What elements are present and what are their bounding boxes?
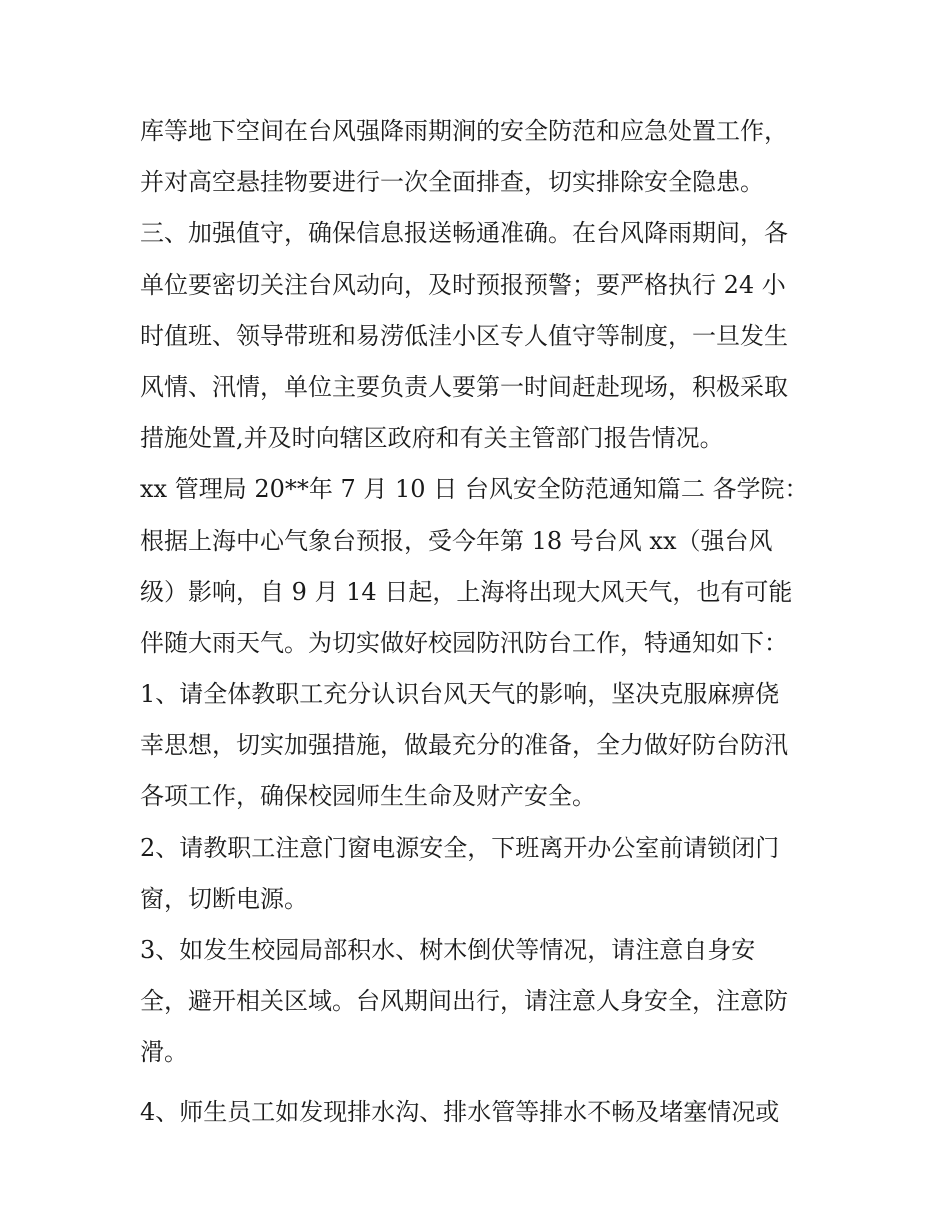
text-line: 措施处置,并及时向辖区政府和有关主管部门报告情况。: [140, 424, 724, 453]
text-line: 单位要密切关注台风动向，及时预报预警；要严格执行 24 小: [140, 270, 786, 299]
text-line: 并对高空悬挂物要进行一次全面排查，切实排除安全隐患。: [140, 168, 764, 197]
text-line: 2、请教职工注意门窗电源安全，下班离开办公室前请锁闭门: [140, 833, 780, 862]
text-line: 级）影响，自 9 月 14 日起，上海将出现大风天气，也有可能: [140, 577, 793, 606]
text-line: 全，避开相关区域。台风期间出行，请注意人身安全，注意防: [140, 987, 788, 1016]
text-line: xx 管理局 20**年 7 月 10 日 台风安全防范通知篇二 各学院：: [140, 475, 809, 504]
text-line: 伴随大雨天气。为切实做好校园防汛防台工作，特通知如下：: [140, 628, 788, 657]
text-line: 窗，切断电源。: [140, 884, 308, 913]
spacer: [140, 1079, 820, 1087]
text-line: 3、如发生校园局部积水、树木倒伏等情况，请注意自身安: [140, 936, 756, 964]
text-line: 滑。: [140, 1038, 188, 1067]
text-line: 风情、汛情，单位主要负责人要第一时间赶赴现场，积极采取: [140, 372, 788, 401]
text-line: 时值班、领导带班和易涝低洼小区专人值守等制度，一旦发生: [140, 321, 788, 350]
document-body: [140, 106, 820, 1138]
text-line: 1、请全体教职工充分认识台风天气的影响，坚决克服麻痹侥: [140, 680, 780, 709]
text-line: 库等地下空间在台风强降雨期涧的安全防范和应急处置工作，: [140, 117, 788, 145]
text-line: 4、师生员工如发现排水沟、排水管等排水不畅及堵塞情况或: [140, 1097, 780, 1126]
text-line: 三、加强值守，确保信息报送畅通准确。在台风降雨期间，各: [140, 219, 788, 248]
text-line: 幸思想，切实加强措施，做最充分的准备，全力做好防台防汛: [140, 731, 788, 760]
text-line: 根据上海中心气象台预报，受今年第 18 号台风 xx（强台风: [140, 526, 773, 555]
text-line: 各项工作，确保校园师生生命及财产安全。: [140, 782, 596, 811]
